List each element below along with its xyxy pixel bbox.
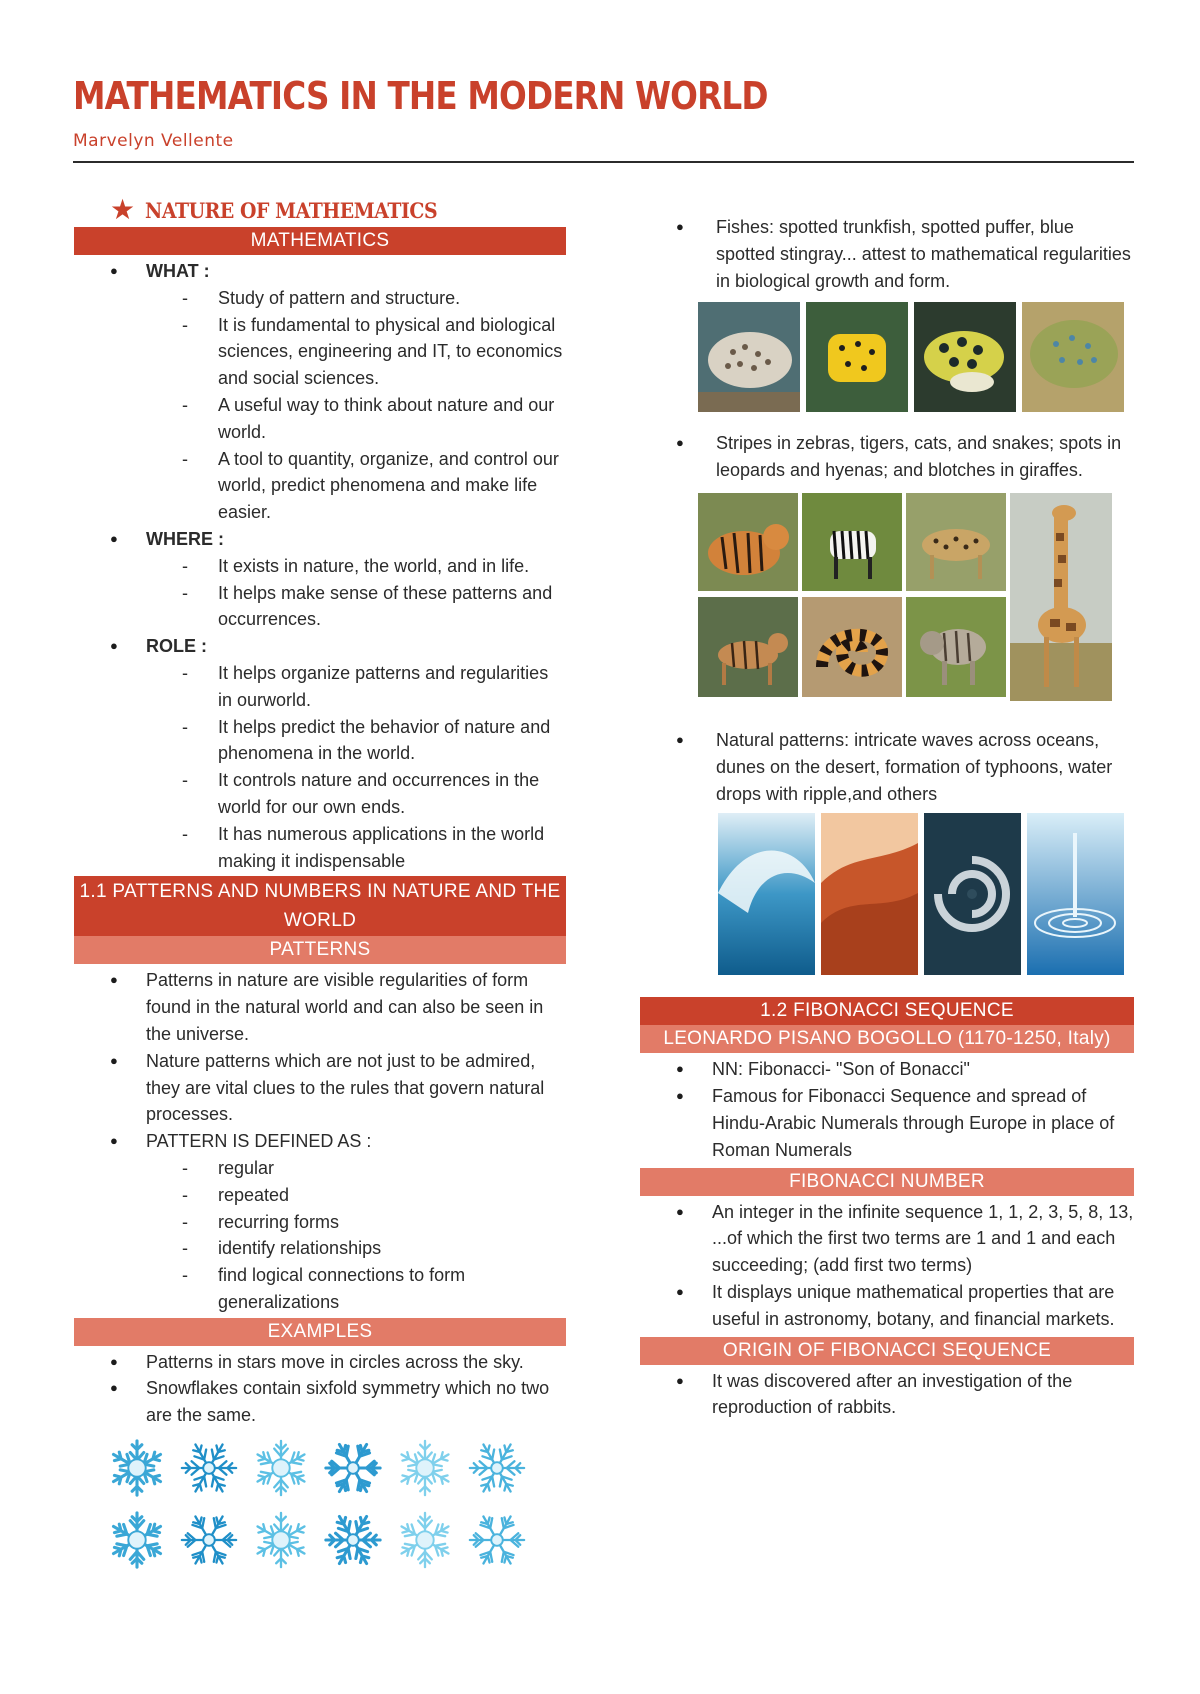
snowflake-images bbox=[106, 1437, 566, 1571]
cat-image bbox=[698, 597, 798, 697]
leonardo-bar: LEONARDO PISANO BOGOLLO (1170-1250, Italy) bbox=[640, 1025, 1134, 1053]
snowflake-image bbox=[394, 1509, 456, 1571]
document-author: Marvelyn Vellente bbox=[73, 131, 234, 151]
fibonacci-sequence-bar: 1.2 FIBONACCI SEQUENCE bbox=[640, 997, 1134, 1025]
list-item: - regular bbox=[74, 1155, 566, 1182]
fishes-list bbox=[640, 214, 1134, 294]
list-item: ● Nature patterns which are not just to be admired, they are vital clues to the rules that govern natural processes. bbox=[74, 1048, 566, 1128]
list-item bbox=[74, 526, 566, 633]
snowflake-image bbox=[178, 1509, 240, 1571]
origin-fibonacci-bar: ORIGIN OF FIBONACCI SEQUENCE bbox=[640, 1337, 1134, 1365]
stingray-image bbox=[1022, 302, 1124, 412]
trunkfish-image bbox=[698, 302, 800, 412]
list-item bbox=[74, 258, 566, 526]
snowflake-image bbox=[394, 1437, 456, 1499]
list-item: ● It displays unique mathematical properties that are useful in astronomy, botany, and financial markets. bbox=[640, 1279, 1134, 1333]
snowflake-image bbox=[466, 1509, 528, 1571]
wave-image bbox=[718, 813, 815, 975]
list-item: - A tool to quantity, organize, and control our world, predict phenomena and make life easier. bbox=[74, 446, 566, 526]
list-item: ● Snowflakes contain sixfold symmetry which no two are the same. bbox=[74, 1375, 566, 1429]
list-item: - It helps organize patterns and regularities in ourworld. bbox=[74, 660, 566, 714]
list-item bbox=[74, 633, 566, 874]
snake-image bbox=[802, 597, 902, 697]
snowflake-image bbox=[106, 1509, 168, 1571]
list-item: - It is fundamental to physical and biological sciences, engineering and IT, to economics and social sciences. bbox=[74, 312, 566, 392]
snowflake-image bbox=[322, 1437, 384, 1499]
boxfish-image bbox=[806, 302, 908, 412]
list-item: - recurring forms bbox=[74, 1209, 566, 1236]
hyena-image bbox=[906, 597, 1006, 697]
where-sublist bbox=[146, 553, 566, 633]
list-item: ● Stripes in zebras, tigers, cats, and snakes; spots in leopards and hyenas; and blotches in giraffes. bbox=[640, 430, 1134, 484]
pattern-defined-sublist bbox=[146, 1155, 566, 1316]
list-item: ● An integer in the infinite sequence 1, 1, 2, 3, 5, 8, 13, ...of which the first two terms are 1 and 1 and each succeeding; (add first two terms) bbox=[640, 1199, 1134, 1279]
where-label: WHERE : bbox=[146, 528, 224, 549]
list-item: - It has numerous applications in the world making it indispensable bbox=[74, 821, 566, 875]
list-item: ● Fishes: spotted trunkfish, spotted puffer, blue spotted stingray... attest to mathematical regularities in biological growth and form. bbox=[640, 214, 1134, 294]
role-sublist bbox=[146, 660, 566, 874]
giraffe-image bbox=[1010, 493, 1112, 701]
list-item: - It helps make sense of these patterns and occurrences. bbox=[74, 580, 566, 634]
natural-pattern-images bbox=[718, 813, 1134, 975]
patterns-bar: PATTERNS bbox=[74, 936, 566, 964]
snowflake-image bbox=[250, 1509, 312, 1571]
list-item: ● It was discovered after an investigation of the reproduction of rabbits. bbox=[640, 1368, 1134, 1422]
water-drop-image bbox=[1027, 813, 1124, 975]
tiger-image bbox=[698, 493, 798, 591]
puffer-image bbox=[914, 302, 1016, 412]
examples-list bbox=[74, 1349, 566, 1429]
fibonacci-number-list bbox=[640, 1199, 1134, 1333]
list-item: ● Patterns in nature are visible regularities of form found in the natural world and can also be seen in the universe. bbox=[74, 967, 566, 1047]
fish-images bbox=[698, 302, 1134, 412]
list-item: ● Famous for Fibonacci Sequence and spread of Hindu-Arabic Numerals through Europe in place of Roman Numerals bbox=[640, 1083, 1134, 1163]
what-label: WHAT : bbox=[146, 261, 210, 281]
role-label: ROLE : bbox=[146, 636, 207, 657]
list-item: ● Patterns in stars move in circles across the sky. bbox=[74, 1349, 566, 1376]
star-icon: ★ bbox=[110, 194, 136, 225]
list-item: ● NN: Fibonacci- "Son of Bonacci" bbox=[640, 1056, 1134, 1083]
what-sublist bbox=[146, 285, 566, 526]
zebra-image bbox=[802, 493, 902, 591]
origin-list bbox=[640, 1368, 1134, 1422]
list-item: - repeated bbox=[74, 1182, 566, 1209]
stripes-list bbox=[640, 430, 1134, 484]
fibonacci-number-bar: FIBONACCI NUMBER bbox=[640, 1168, 1134, 1196]
list-item: - It helps predict the behavior of nature and phenomena in the world. bbox=[74, 714, 566, 768]
section-heading-text: NATURE OF MATHEMATICS bbox=[145, 197, 438, 223]
leonardo-list bbox=[640, 1056, 1134, 1163]
right-column bbox=[640, 214, 1134, 1421]
snowflake-image bbox=[178, 1437, 240, 1499]
list-item: ● Natural patterns: intricate waves across oceans, dunes on the desert, formation of typhoons, water drops with ripple,and others bbox=[640, 727, 1134, 807]
list-item: - A useful way to think about nature and our world. bbox=[74, 392, 566, 446]
examples-bar: EXAMPLES bbox=[74, 1318, 566, 1346]
list-item: - Study of pattern and structure. bbox=[74, 285, 566, 312]
document-title: MATHEMATICS IN THE MODERN WORLD bbox=[73, 74, 768, 118]
snowflake-image bbox=[250, 1437, 312, 1499]
natural-patterns-list bbox=[640, 727, 1134, 807]
animal-images bbox=[698, 493, 1088, 701]
typhoon-image bbox=[924, 813, 1021, 975]
list-item: - It exists in nature, the world, and in life. bbox=[74, 553, 566, 580]
section-heading bbox=[110, 193, 566, 227]
list-item: - identify relationships bbox=[74, 1235, 566, 1262]
snowflake-image bbox=[106, 1437, 168, 1499]
snowflake-image bbox=[466, 1437, 528, 1499]
mathematics-bar: MATHEMATICS bbox=[74, 227, 566, 255]
list-item: - find logical connections to form generalizations bbox=[74, 1262, 566, 1316]
list-item: - It controls nature and occurrences in the world for our own ends. bbox=[74, 767, 566, 821]
mathematics-list bbox=[74, 258, 566, 874]
leopard-image bbox=[906, 493, 1006, 591]
patterns-list bbox=[74, 967, 566, 1315]
title-divider bbox=[73, 161, 1134, 163]
left-column bbox=[74, 193, 566, 1571]
patterns-numbers-bar: 1.1 PATTERNS AND NUMBERS IN NATURE AND THE WORLD bbox=[74, 876, 566, 936]
pattern-defined-label: PATTERN IS DEFINED AS : bbox=[146, 1131, 372, 1152]
snowflake-image bbox=[322, 1509, 384, 1571]
dune-image bbox=[821, 813, 918, 975]
list-item bbox=[74, 1128, 566, 1316]
